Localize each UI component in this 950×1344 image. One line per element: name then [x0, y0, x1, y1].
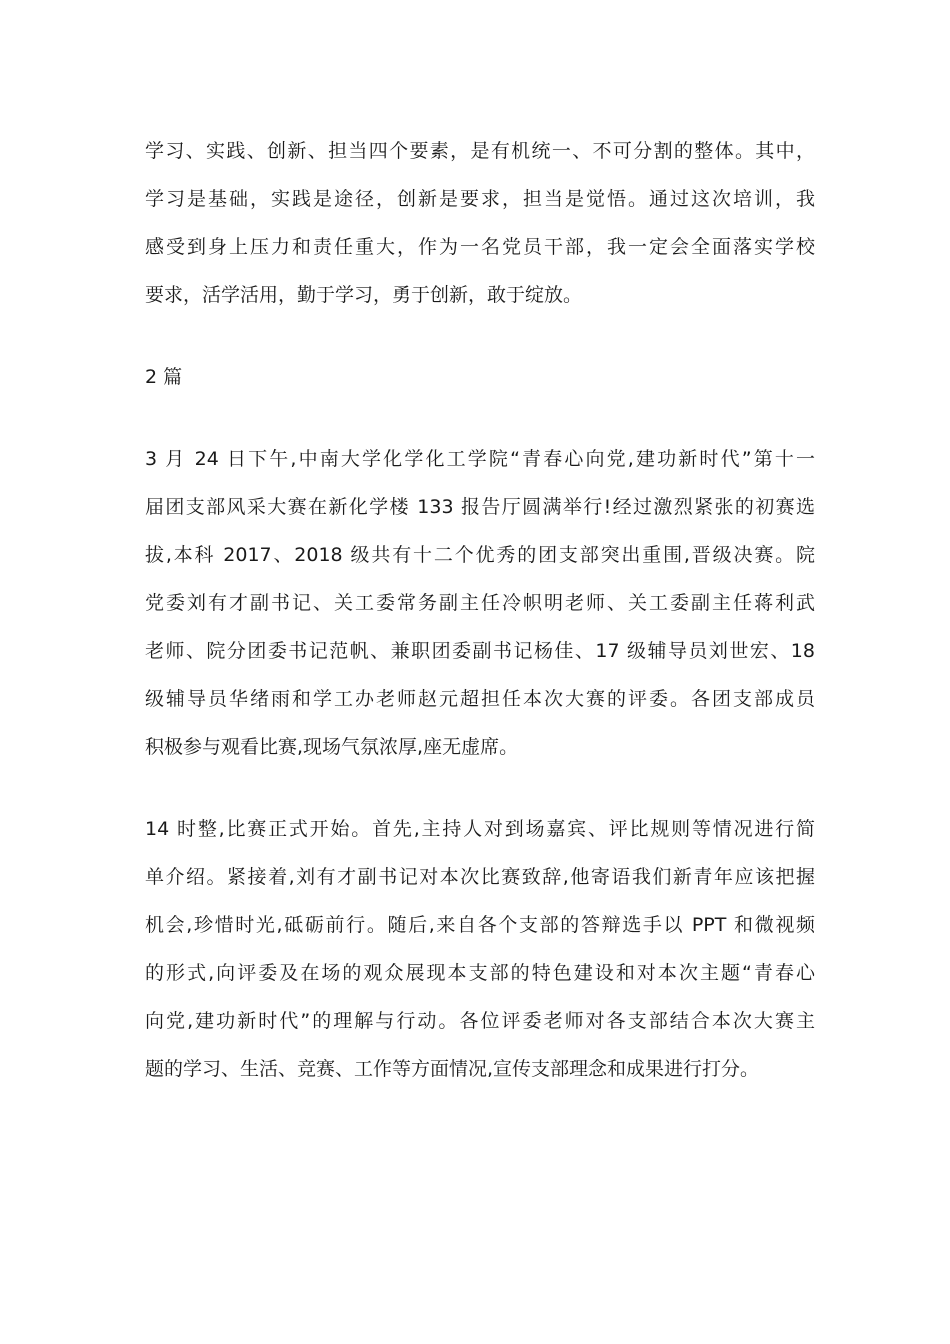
text-line: 的形式,向评委及在场的观众展现本支部的特色建设和对本次主题“青春心 — [145, 962, 815, 984]
text-line: 题的学习、生活、竞赛、工作等方面情况,宣传支部理念和成果进行打分。 — [145, 1058, 760, 1080]
paragraph-elements-summary — [145, 127, 815, 319]
document-body — [145, 127, 815, 1127]
text-line: 向党,建功新时代”的理解与行动。各位评委老师对各支部结合本次大赛主 — [145, 1010, 815, 1032]
paragraph-contest-process — [145, 805, 815, 1093]
text-line: 学习是基础，实践是途径，创新是要求，担当是觉悟。通过这次培训，我 — [145, 188, 815, 210]
text-line: 14 时整,比赛正式开始。首先,主持人对到场嘉宾、评比规则等情况进行简 — [145, 818, 815, 840]
text-line: 学习、实践、创新、担当四个要素，是有机统一、不可分割的整体。其中， — [145, 140, 815, 162]
text-line: 3 月 24 日下午,中南大学化学化工学院“青春心向党,建功新时代”第十一 — [145, 448, 815, 470]
text-line: 要求，活学活用，勤于学习，勇于创新，敢于绽放。 — [145, 284, 583, 306]
text-line: 级辅导员华绪雨和学工办老师赵元超担任本次大赛的评委。各团支部成员 — [145, 688, 815, 710]
text-line: 届团支部风采大赛在新化学楼 133 报告厅圆满举行!经过激烈紧张的初赛选 — [145, 496, 815, 518]
text-line: 拔,本科 2017、2018 级共有十二个优秀的团支部突出重围,晋级决赛。院 — [145, 544, 815, 566]
text-line: 积极参与观看比赛,现场气氛浓厚,座无虚席。 — [145, 736, 519, 758]
text-line: 感受到身上压力和责任重大，作为一名党员干部，我一定会全面落实学校 — [145, 236, 815, 258]
text-line: 老师、院分团委书记范帆、兼职团委副书记杨佳、17 级辅导员刘世宏、18 — [145, 640, 815, 662]
text-line: 机会,珍惜时光,砥砺前行。随后,来自各个支部的答辩选手以 PPT 和微视频 — [145, 914, 815, 936]
text-line: 党委刘有才副书记、关工委常务副主任冷帜明老师、关工委副主任蒋利武 — [145, 592, 815, 614]
section-heading: 2 篇 — [145, 366, 183, 388]
text-line: 单介绍。紧接着,刘有才副书记对本次比赛致辞,他寄语我们新青年应该把握 — [145, 866, 815, 888]
paragraph-contest-intro — [145, 435, 815, 771]
